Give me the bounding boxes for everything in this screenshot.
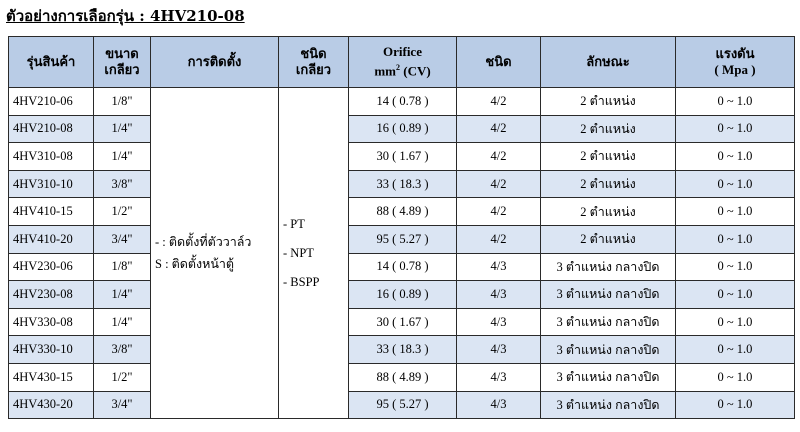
table-row [9,143,795,171]
model-cell: 4HV330-08 [9,308,94,336]
model-cell: 4HV230-06 [9,253,94,281]
pressure-cell: 0 ~ 1.0 [676,143,795,171]
table-row [9,88,795,116]
size-cell: 1/4" [94,143,151,171]
type-cell: 4/2 [457,198,541,226]
header-feature: ลักษณะ [541,37,676,88]
table-row [9,391,795,419]
orifice-cell: 30 ( 1.67 ) [349,143,457,171]
mount-option: S : ติดตั้งหน้าตู้ [155,257,235,272]
orifice-cell: 14 ( 0.78 ) [349,88,457,116]
feature-cell: 3 ตำแหน่ง กลางปิด [541,281,676,309]
orifice-cell: 33 ( 18.3 ) [349,336,457,364]
spec-table [8,36,795,419]
size-cell: 3/4" [94,225,151,253]
pressure-cell: 0 ~ 1.0 [676,336,795,364]
table-row [9,115,795,143]
type-cell: 4/3 [457,308,541,336]
pressure-cell: 0 ~ 1.0 [676,198,795,226]
model-cell: 4HV210-08 [9,115,94,143]
orifice-cell: 14 ( 0.78 ) [349,253,457,281]
model-cell: 4HV330-10 [9,336,94,364]
pressure-cell: 0 ~ 1.0 [676,115,795,143]
size-cell: 3/8" [94,336,151,364]
orifice-cell: 30 ( 1.67 ) [349,308,457,336]
feature-cell: 3 ตำแหน่ง กลางปิด [541,253,676,281]
mount-options-cell [151,88,279,419]
model-cell: 4HV230-08 [9,281,94,309]
pressure-cell: 0 ~ 1.0 [676,253,795,281]
table-row [9,170,795,198]
orifice-cell: 33 ( 18.3 ) [349,170,457,198]
pressure-cell: 0 ~ 1.0 [676,391,795,419]
model-cell: 4HV430-20 [9,391,94,419]
header-model: รุ่นสินค้า [9,37,94,88]
table-row [9,281,795,309]
model-cell: 4HV410-20 [9,225,94,253]
type-cell: 4/2 [457,170,541,198]
model-cell: 4HV310-08 [9,143,94,171]
type-cell: 4/2 [457,225,541,253]
size-cell: 1/8" [94,88,151,116]
header-size: ขนาด เกลียว [94,37,151,88]
table-row [9,363,795,391]
size-cell: 1/8" [94,253,151,281]
orifice-cell: 16 ( 0.89 ) [349,115,457,143]
type-cell: 4/3 [457,253,541,281]
pressure-cell: 0 ~ 1.0 [676,88,795,116]
thread-option: - BSPP [283,274,320,289]
pressure-cell: 0 ~ 1.0 [676,363,795,391]
orifice-cell: 88 ( 4.89 ) [349,363,457,391]
orifice-cell: 88 ( 4.89 ) [349,198,457,226]
model-cell: 4HV430-15 [9,363,94,391]
feature-cell: 3 ตำแหน่ง กลางปิด [541,308,676,336]
model-cell: 4HV310-10 [9,170,94,198]
size-cell: 3/4" [94,391,151,419]
pressure-cell: 0 ~ 1.0 [676,225,795,253]
header-mount: การติดตั้ง [151,37,279,88]
thread-options-cell [279,88,349,419]
size-cell: 1/4" [94,308,151,336]
feature-cell: 2 ตำแหน่ง [541,170,676,198]
feature-cell: 3 ตำแหน่ง กลางปิด [541,336,676,364]
pressure-cell: 0 ~ 1.0 [676,308,795,336]
pressure-cell: 0 ~ 1.0 [676,170,795,198]
header-thread-type: ชนิด เกลียว [279,37,349,88]
header-type: ชนิด [457,37,541,88]
thread-option: - PT [283,216,305,231]
type-cell: 4/3 [457,391,541,419]
size-cell: 1/4" [94,115,151,143]
pressure-cell: 0 ~ 1.0 [676,281,795,309]
feature-cell: 2 ตำแหน่ง [541,225,676,253]
feature-cell: 2 ตำแหน่ง [541,198,676,226]
table-row [9,225,795,253]
feature-cell: 2 ตำแหน่ง [541,115,676,143]
type-cell: 4/3 [457,281,541,309]
orifice-cell: 16 ( 0.89 ) [349,281,457,309]
size-cell: 3/8" [94,170,151,198]
feature-cell: 2 ตำแหน่ง [541,88,676,116]
table-row [9,198,795,226]
header-pressure: แรงดัน ( Mpa ) [676,37,795,88]
page-title: ตัวอย่างการเลือกรุ่น : 4HV210-08 [6,7,245,25]
feature-cell: 2 ตำแหน่ง [541,143,676,171]
orifice-cell: 95 ( 5.27 ) [349,391,457,419]
header-orifice: Orifice $mm^2$ (CV) [349,37,457,88]
feature-cell: 3 ตำแหน่ง กลางปิด [541,363,676,391]
size-cell: 1/2" [94,363,151,391]
header-row [9,37,795,88]
size-cell: 1/2" [94,198,151,226]
model-cell: 4HV410-15 [9,198,94,226]
orifice-cell: 95 ( 5.27 ) [349,225,457,253]
model-cell: 4HV210-06 [9,88,94,116]
table-row [9,336,795,364]
type-cell: 4/2 [457,88,541,116]
thread-option: - NPT [283,245,314,260]
size-cell: 1/4" [94,281,151,309]
table-row [9,308,795,336]
type-cell: 4/3 [457,336,541,364]
type-cell: 4/3 [457,363,541,391]
feature-cell: 3 ตำแหน่ง กลางปิด [541,391,676,419]
table-row [9,253,795,281]
type-cell: 4/2 [457,143,541,171]
mount-option: - : ติดตั้งที่ตัววาล์ว [155,235,252,250]
type-cell: 4/2 [457,115,541,143]
